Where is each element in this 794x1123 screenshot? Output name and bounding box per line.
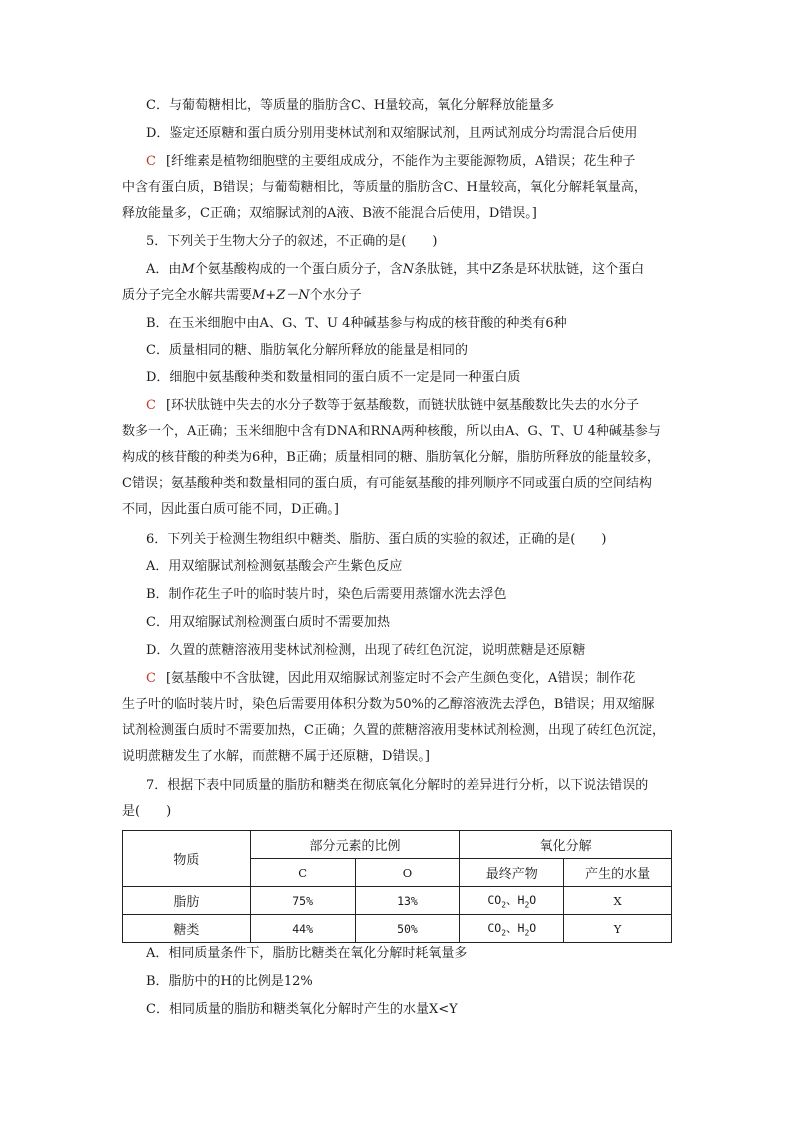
row-final-product: $CO_2$、$H_2O$ (460, 915, 564, 943)
row-substance: 糖类 (123, 915, 251, 943)
q6-answer: C (146, 671, 156, 686)
q6-option-d: D．久置的蔗糖溶液用斐林试剂检测，出现了砖红色沉淀，说明蔗糖是还原糖 (146, 643, 586, 658)
q7-option-a: A．相同质量条件下，脂肪比糖类在氧化分解时耗氧量多 (146, 946, 468, 961)
q6-option-c: C．用双缩脲试剂检测蛋白质时不需要加热 (146, 615, 390, 630)
q4-answer: C (146, 154, 156, 169)
header-final-product: 最终产物 (460, 859, 564, 887)
q7-option-c: C．相同质量的脂肪和糖类氧化分解时产生的水量X<Y (146, 1002, 458, 1017)
q7-option-b: B．脂肪中的H的比例是12% (146, 974, 313, 989)
q5-explanation-line-2: 数多一个，A正确；玉米细胞中含有DNA和RNA两种核酸，所以由A、G、T、U 4种碱基参与 (122, 424, 661, 439)
row-c-ratio: 75% (250, 887, 355, 915)
q5-stem: 5．下列关于生物大分子的叙述，不正确的是( ) (146, 234, 438, 249)
q6-explanation-line-1: C [氨基酸中不含肽键，因此用双缩脲试剂鉴定时不会产生颜色变化，A错误；制作花 (146, 671, 636, 686)
row-final-product: $CO_2$、$H_2O$ (460, 887, 564, 915)
table-row (123, 915, 672, 943)
q4-option-c: C．与葡萄糖相比，等质量的脂肪含C、H量较高，氧化分解释放能量多 (146, 98, 555, 113)
q6-explanation-line-3: 试剂检测蛋白质时不需要加热，C正确；久置的蔗糖溶液用斐林试剂检测，出现了砖红色沉淀， (122, 723, 665, 738)
q5-option-a-line-1: A．由M个氨基酸构成的一个蛋白质分子，含N条肽链，其中Z条是环状肽链，这个蛋白 (146, 262, 645, 277)
table-row (123, 887, 672, 915)
q5-explanation-line-3: 构成的核苷酸的种类为6种，B正确；质量相同的糖、脂肪氧化分解，脂肪所释放的能量较多， (122, 450, 660, 465)
q5-explanation-line-5: 不同，因此蛋白质可能不同，D正确。] (122, 502, 339, 517)
header-substance: 物质 (123, 831, 251, 887)
row-water: Y (564, 915, 672, 943)
q5-option-d: D．细胞中氨基酸种类和数量相同的蛋白质不一定是同一种蛋白质 (146, 370, 521, 385)
q5-explanation-line-1: C [环状肽链中失去的水分子数等于氨基酸数，而链状肽链中氨基酸数比失去的水分子 (146, 398, 640, 413)
header-element-ratio: 部分元素的比例 (250, 831, 460, 859)
q5-option-a-line-2: 质分子完全水解共需要M+Z－N个水分子 (122, 288, 362, 303)
header-oxidation: 氧化分解 (460, 831, 672, 859)
row-o-ratio: 13% (355, 887, 460, 915)
row-water: X (564, 887, 672, 915)
q6-stem: 6．下列关于检测生物组织中糖类、脂肪、蛋白质的实验的叙述，正确的是( ) (146, 532, 607, 547)
q5-answer: C (146, 398, 156, 413)
q6-option-b: B．制作花生子叶的临时装片时，染色后需要用蒸馏水洗去浮色 (146, 587, 507, 602)
q4-explanation-line-3: 释放能量多，C正确；双缩脲试剂的A液、B液不能混合后使用，D错误。] (122, 206, 537, 221)
q7-stem-line-2: 是( ) (122, 804, 172, 819)
row-o-ratio: 50% (355, 915, 460, 943)
q5-option-c: C．质量相同的糖、脂肪氧化分解所释放的能量是相同的 (146, 343, 468, 358)
q6-explanation-line-2: 生子叶的临时装片时，染色后需要用体积分数为50%的乙醇溶液洗去浮色，B错误；用双缩脲 (122, 697, 655, 712)
row-substance: 脂肪 (123, 887, 251, 915)
q5-option-b: B．在玉米细胞中由A、G、T、U 4种碱基参与构成的核苷酸的种类有6种 (146, 316, 567, 331)
q4-explanation-line-1: C [纤维素是植物细胞壁的主要组成成分，不能作为主要能源物质，A错误；花生种子 (146, 154, 636, 169)
header-water-amount: 产生的水量 (564, 859, 672, 887)
header-o: O (355, 859, 460, 887)
row-c-ratio: 44% (250, 915, 355, 943)
q4-explanation-line-2: 中含有蛋白质，B错误；与葡萄糖相比，等质量的脂肪含C、H量较高，氧化分解耗氧量高， (122, 180, 647, 195)
q5-explanation-line-4: C错误；氨基酸种类和数量相同的蛋白质，有可能氨基酸的排列顺序不同或蛋白质的空间结构 (122, 476, 652, 491)
q7-data-table (122, 830, 672, 943)
q7-stem-line-1: 7．根据下表中同质量的脂肪和糖类在彻底氧化分解时的差异进行分析，以下说法错误的 (146, 778, 649, 793)
q6-option-a: A．用双缩脲试剂检测氨基酸会产生紫色反应 (146, 559, 403, 574)
header-c: C (250, 859, 355, 887)
q6-explanation-line-4: 说明蔗糖发生了水解，而蔗糖不属于还原糖，D错误。] (122, 749, 430, 764)
q4-option-d: D．鉴定还原糖和蛋白质分别用斐林试剂和双缩脲试剂，且两试剂成分均需混合后使用 (146, 126, 638, 141)
